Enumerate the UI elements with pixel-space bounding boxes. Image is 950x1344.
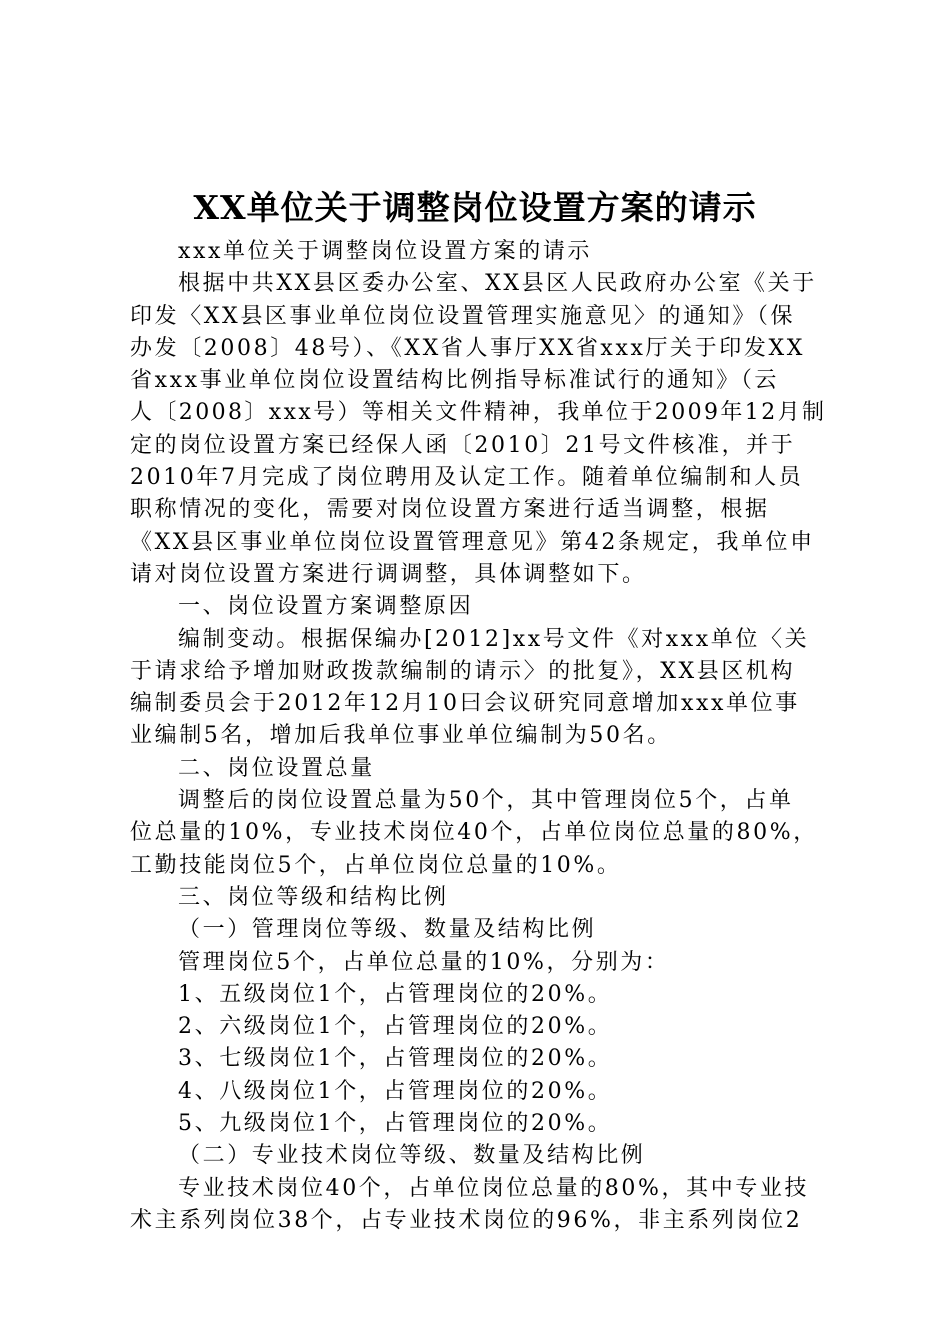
text-line: 4、八级岗位1个，占管理岗位的20%。 bbox=[178, 1078, 613, 1104]
text-line: 印发〈XX县区事业单位岗位设置管理实施意见〉的通知》（保 bbox=[130, 303, 796, 329]
text-line: 《XX县区事业单位岗位设置管理意见》第42条规定，我单位申 bbox=[130, 529, 815, 555]
text-line: 3、七级岗位1个，占管理岗位的20%。 bbox=[178, 1046, 613, 1072]
text-line: （一）管理岗位等级、数量及结构比例 bbox=[178, 917, 597, 943]
text-line: 一、岗位设置方案调整原因 bbox=[178, 594, 474, 620]
text-line: 编制变动。根据保编办[2012]xx号文件《对xxx单位〈关 bbox=[178, 626, 810, 652]
text-line: 5、九级岗位1个，占管理岗位的20%。 bbox=[178, 1111, 613, 1137]
text-line: 2010年7月完成了岗位聘用及认定工作。随着单位编制和人员 bbox=[130, 465, 804, 491]
text-line: 管理岗位5个，占单位总量的10%，分别为： bbox=[178, 949, 670, 975]
text-line: 编制委员会于2012年12月10曰会议研究同意增加xxx单位事 bbox=[130, 691, 800, 717]
text-line: 省xxx事业单位岗位设置结构比例指导标准试行的通知》（云 bbox=[130, 368, 780, 394]
text-line: 请对岗位设置方案进行调调整，具体调整如下。 bbox=[130, 561, 647, 587]
text-line: 三、岗位等级和结构比例 bbox=[178, 884, 449, 910]
text-line: xxx单位关于调整岗位设置方案的请示 bbox=[178, 239, 593, 264]
text-line: 办发〔2008〕48号）、《XX省人事厅XX省xxx厅关于印发XX bbox=[130, 335, 805, 361]
text-line: 2、六级岗位1个，占管理岗位的20%。 bbox=[178, 1014, 613, 1040]
text-line: 调整后的岗位设置总量为50个，其中管理岗位5个，占单 bbox=[178, 788, 794, 814]
text-line: 位总量的10%，专业技术岗位40个，占单位岗位总量的80%， bbox=[130, 820, 818, 846]
text-line: 定的岗位设置方案已经保人函〔2010〕21号文件核准，并于 bbox=[130, 432, 796, 458]
text-line: 根据中共XX县区委办公室、XX县区人民政府办公室《关于 bbox=[178, 271, 817, 297]
document-body bbox=[130, 236, 830, 1237]
text-line: （二）专业技术岗位等级、数量及结构比例 bbox=[178, 1143, 646, 1169]
text-line: 二、岗位设置总量 bbox=[178, 755, 375, 781]
text-line: 术主系列岗位38个，占专业技术岗位的96%，非主系列岗位2 bbox=[130, 1207, 803, 1233]
text-line: 工勤技能岗位5个，占单位岗位总量的10%。 bbox=[130, 852, 622, 878]
text-line: 职称情况的变化，需要对岗位设置方案进行适当调整，根据 bbox=[130, 497, 770, 523]
text-line: 于请求给予增加财政拨款编制的请示〉的批复》，XX县区机构 bbox=[130, 658, 796, 684]
document-title: XX单位关于调整岗位设置方案的请示 bbox=[193, 188, 757, 227]
text-line: 人〔2008〕xxx号）等相关文件精神，我单位于2009年12月制 bbox=[130, 400, 827, 426]
text-line: 业编制5名，增加后我单位事业单位编制为50名。 bbox=[130, 723, 672, 749]
text-line: 专业技术岗位40个，占单位岗位总量的80%，其中专业技 bbox=[178, 1175, 810, 1201]
text-line: 1、五级岗位1个，占管理岗位的20%。 bbox=[178, 981, 613, 1007]
